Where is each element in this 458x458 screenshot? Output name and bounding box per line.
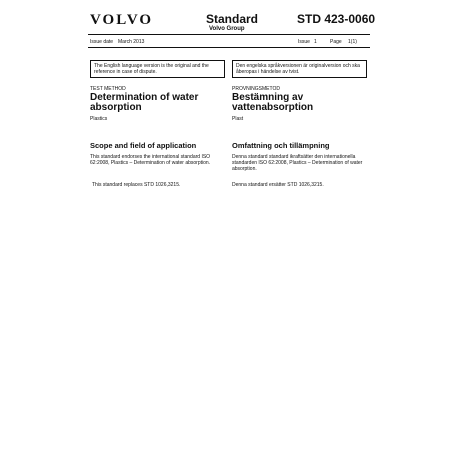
subtitle-en: Plastics [90,116,108,122]
replaces-paragraph-sv: Denna standard ersätter STD 1026,3215. [232,182,324,188]
volvo-logo: VOLVO [90,12,154,28]
section-title-sv: Omfattning och tillämpning [232,141,330,150]
title-en: Determination of water absorption [90,92,199,113]
issue-label: Issue [298,39,310,45]
method-label-sv: PROVNINGSMETOD [232,86,280,92]
doc-type: Standard [206,12,259,26]
header-divider [88,34,370,35]
notice-english: The English language version is the original and the reference in case of dispute. [90,60,225,78]
title-sv: Bestämning av vattenabsorption [232,92,314,113]
doc-number: STD 423-0060 [297,12,376,26]
issue-value: 1 [314,39,317,45]
issue-date-value: March 2013 [118,39,145,45]
issue-date-label: Issue date [90,39,114,45]
scope-paragraph-en: This standard endorses the international standard ISO 62:2008, Plastics – Determination of water absorption. [90,154,211,166]
notice-swedish: Den engelska språkversionen är originalversion och ska åberopas i händelse av tvist. [232,60,367,78]
meta-divider [88,47,370,48]
page-label: Page [330,39,342,45]
subtitle-sv: Plast [232,116,244,122]
scope-paragraph-sv: Denna standard standard ikraftsätter den internationella standarden ISO 62:2008, Plastics – Determination of water absorption. [232,154,363,172]
method-label-en: TEST METHOD [90,86,126,92]
section-title-en: Scope and field of application [90,141,197,150]
organization: Volvo Group [209,26,245,32]
page-value: 1(1) [348,39,357,45]
replaces-paragraph-en: This standard replaces STD 1026,3215. [92,182,181,188]
